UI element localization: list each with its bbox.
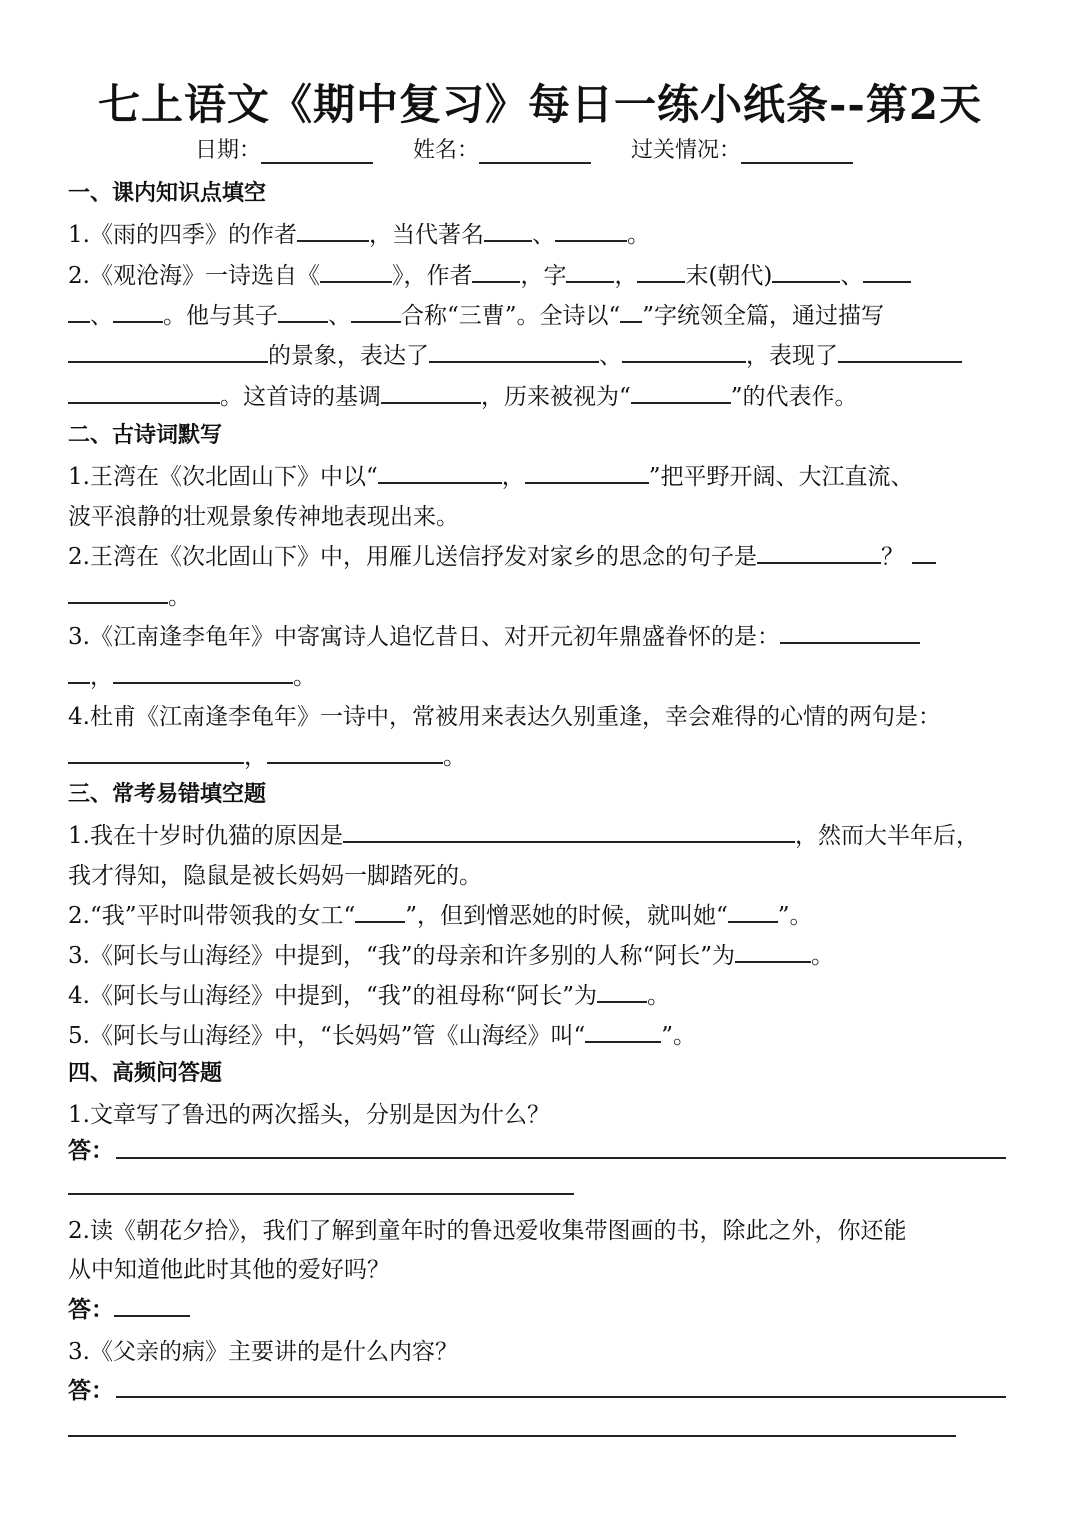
s3-q3: 3.《阿长与山海经》中提到，“我”的母亲和许多别的人称“阿长”为 。 (68, 937, 834, 970)
blank[interactable] (378, 460, 502, 484)
s4-q3-answer-line-1[interactable] (116, 1396, 1006, 1398)
blank[interactable] (566, 259, 614, 283)
blank[interactable] (757, 540, 881, 564)
blank[interactable] (351, 299, 401, 323)
blank[interactable] (555, 218, 627, 242)
s2-q2-line1: 2.王湾在《次北固山下》中，用雁儿送信抒发对家乡的思念的句子是 ？ (68, 538, 936, 571)
blank[interactable] (622, 339, 746, 363)
blank[interactable] (355, 899, 405, 923)
page-title: 七上语文《期中复习》每日一练小纸条--第2天 (97, 80, 983, 129)
s2-q1-line2: 波平浪静的壮观景象传神地表现出来。 (68, 504, 459, 530)
blank[interactable] (780, 620, 920, 644)
s4-q1-answer-label: 答： (68, 1137, 114, 1164)
blank[interactable] (68, 580, 168, 604)
s4-q1-answer-line-2[interactable] (68, 1193, 574, 1195)
s4-q3-answer-line-2[interactable] (68, 1435, 956, 1437)
blank[interactable] (912, 540, 936, 564)
s2-q3-line1: 3.《江南逢李龟年》中寄寓诗人追忆昔日、对开元初年鼎盛眷怀的是： (68, 618, 920, 651)
s2-q2-line2: 。 (68, 578, 191, 611)
header-fields (195, 133, 853, 164)
blank[interactable] (297, 218, 369, 242)
s2-q4-line2: ， 。 (68, 738, 466, 771)
blank[interactable] (772, 259, 840, 283)
date-field[interactable] (261, 138, 373, 164)
status-field[interactable] (741, 138, 853, 164)
s1-q2-line3: 的景象，表达了 、 ，表现了 (68, 337, 962, 370)
section-4-heading: 四、高频问答题 (68, 1060, 223, 1086)
blank[interactable] (68, 660, 90, 684)
s4-q2-line1: 2.读《朝花夕拾》，我们了解到童年时的鲁迅爱收集带图画的书，除此之外，你还能 (68, 1218, 907, 1244)
s3-q5: 5.《阿长与山海经》中，“长妈妈”管《山海经》叫“ ”。 (68, 1017, 696, 1050)
blank[interactable] (525, 460, 649, 484)
blank[interactable] (484, 218, 532, 242)
blank[interactable] (68, 339, 268, 363)
s4-q2-answer: 答： (68, 1291, 190, 1324)
blank[interactable] (838, 339, 962, 363)
blank[interactable] (735, 939, 811, 963)
blank[interactable] (381, 380, 481, 404)
s3-q1-line2: 我才得知，隐鼠是被长妈妈一脚踏死的。 (68, 863, 482, 889)
blank[interactable] (637, 259, 685, 283)
s4-q1: 1.文章写了鲁迅的两次摇头，分别是因为什么？ (68, 1102, 550, 1128)
section-3-heading: 三、常考易错填空题 (68, 781, 267, 807)
s2-q4-line1: 4.杜甫《江南逢李龟年》一诗中，常被用来表达久别重逢，幸会难得的心情的两句是： (68, 704, 941, 730)
blank[interactable] (267, 740, 443, 764)
s3-q1-line1: 1.我在十岁时仇猫的原因是 ，然而大半年后， (68, 817, 979, 850)
s1-q2-line4: 。这首诗的基调 ，历来被视为“ ”的代表作。 (68, 378, 858, 411)
blank[interactable] (597, 979, 647, 1003)
s4-q2-answer-line[interactable] (114, 1293, 190, 1317)
blank[interactable] (863, 259, 911, 283)
blank[interactable] (113, 660, 293, 684)
s1-q2-line2: 、 。他与其子 、 合称“三曹”。全诗以“ ”字统领全篇，通过描写 (68, 297, 884, 330)
blank[interactable] (68, 299, 90, 323)
s4-q1-answer-line-1[interactable] (116, 1157, 1006, 1159)
blank[interactable] (620, 299, 642, 323)
blank[interactable] (429, 339, 599, 363)
s3-q2: 2.“我”平时叫带领我的女工“ ”，但到憎恶她的时候，就叫她“ ”。 (68, 897, 813, 930)
date-label: 日期： (195, 138, 262, 163)
s2-q1-line1: 1.王湾在《次北固山下》中以“ ， ”把平野开阔、大江直流、 (68, 458, 913, 491)
blank[interactable] (728, 899, 778, 923)
name-field[interactable] (479, 138, 591, 164)
blank[interactable] (631, 380, 731, 404)
blank[interactable] (472, 259, 520, 283)
section-1-heading: 一、课内知识点填空 (68, 180, 267, 206)
blank[interactable] (343, 819, 795, 843)
blank[interactable] (68, 740, 244, 764)
s1-q2-line1: 2.《观沧海》一诗选自《 》，作者 ，字 ， 末(朝代) 、 (68, 257, 911, 290)
blank[interactable] (113, 299, 163, 323)
blank[interactable] (68, 380, 220, 404)
s1-q1: 1.《雨的四季》的作者 ，当代著名 、 。 (68, 216, 650, 249)
s4-q3-answer-label: 答： (68, 1377, 114, 1404)
blank[interactable] (585, 1019, 661, 1043)
s4-q3: 3.《父亲的病》主要讲的是什么内容？ (68, 1339, 458, 1365)
blank[interactable] (278, 299, 328, 323)
status-label: 过关情况： (631, 138, 742, 163)
name-label: 姓名： (413, 138, 480, 163)
s3-q4: 4.《阿长与山海经》中提到，“我”的祖母称“阿长”为 。 (68, 977, 670, 1010)
blank[interactable] (320, 259, 392, 283)
section-2-heading: 二、古诗词默写 (68, 422, 223, 448)
s4-q2-line2: 从中知道他此时其他的爱好吗？ (68, 1257, 390, 1283)
s2-q3-line2: ， 。 (68, 658, 316, 691)
